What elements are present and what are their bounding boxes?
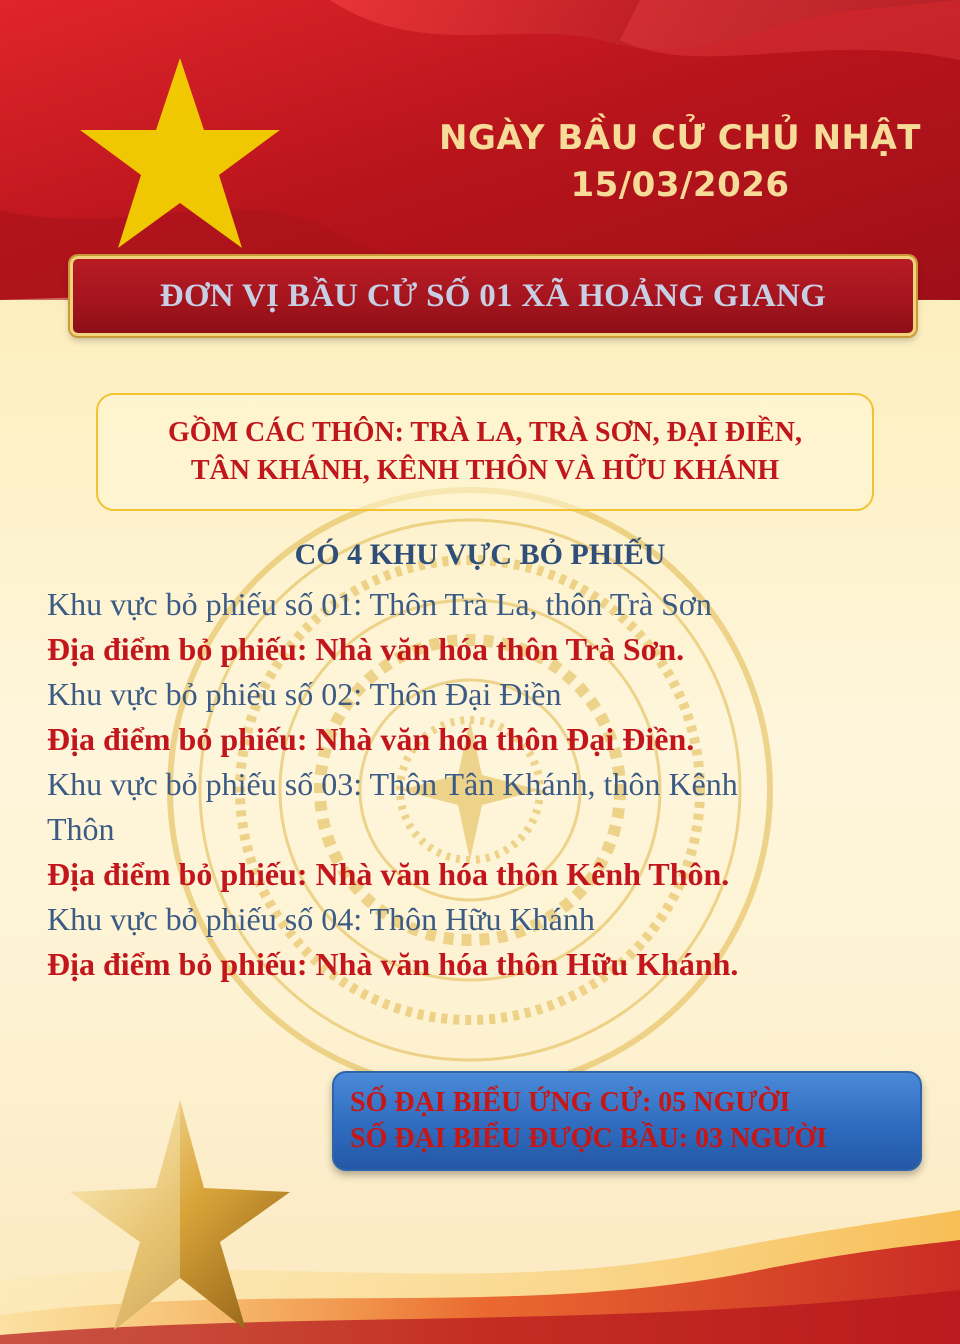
star-icon: [80, 58, 280, 248]
elected-count: SỐ ĐẠI BIỂU ĐƯỢC BẦU: 03 NGƯỜI: [350, 1123, 828, 1154]
station-4-location: Địa điểm bỏ phiếu: Nhà văn hóa thôn Hữu Khánh.: [47, 946, 739, 982]
unit-banner: [70, 256, 916, 336]
station-1-location: Địa điểm bỏ phiếu: Nhà văn hóa thôn Trà Sơn.: [47, 631, 685, 667]
villages-line-2: TÂN KHÁNH, KÊNH THÔN VÀ HỮU KHÁNH: [190, 455, 780, 486]
station-3-area-cont: Thôn: [47, 811, 115, 847]
election-day-label: NGÀY BẦU CỬ CHỦ NHẬT: [438, 118, 921, 158]
candidates-count: SỐ ĐẠI BIỂU ỨNG CỬ: 05 NGƯỜI: [350, 1087, 791, 1118]
station-2-area: Khu vực bỏ phiếu số 02: Thôn Đại Điền: [47, 676, 562, 712]
election-date: 15/03/2026: [570, 165, 790, 205]
polling-heading: CÓ 4 KHU VỰC BỎ PHIẾU: [294, 538, 666, 571]
villages-box: [96, 393, 874, 511]
delegates-box: [332, 1071, 922, 1171]
station-3-area: Khu vực bỏ phiếu số 03: Thôn Tân Khánh, thôn Kênh: [47, 766, 738, 802]
station-4-area: Khu vực bỏ phiếu số 04: Thôn Hữu Khánh: [47, 901, 595, 937]
station-3-location: Địa điểm bỏ phiếu: Nhà văn hóa thôn Kênh Thôn.: [47, 856, 730, 892]
unit-title: ĐƠN VỊ BẦU CỬ SỐ 01 XÃ HOẢNG GIANG: [159, 277, 827, 314]
station-1-area: Khu vực bỏ phiếu số 01: Thôn Trà La, thôn Trà Sơn: [47, 586, 712, 622]
polling-stations: [47, 582, 927, 987]
villages-line-1: GỒM CÁC THÔN: TRÀ LA, TRÀ SƠN, ĐẠI ĐIỀN,: [168, 417, 802, 448]
station-2-location: Địa điểm bỏ phiếu: Nhà văn hóa thôn Đại Điền.: [47, 721, 695, 757]
